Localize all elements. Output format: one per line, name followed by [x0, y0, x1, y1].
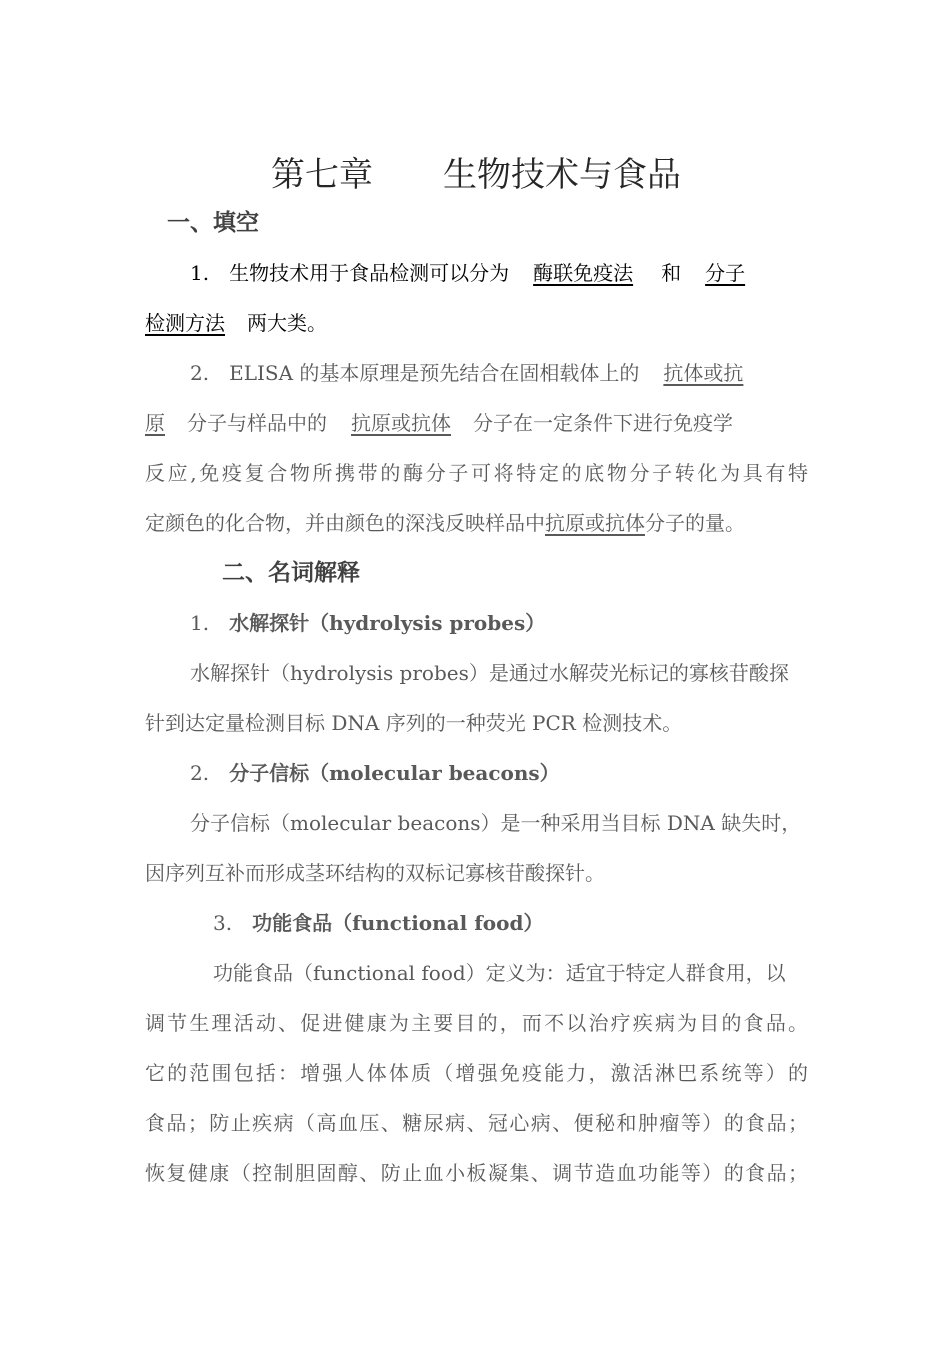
term2-label: 分子信标（molecular beacons） — [229, 761, 560, 785]
item2-number: 2. — [190, 361, 210, 385]
term1-number: 1. — [190, 611, 210, 635]
term3-line2: 调节生理活动、促进健康为主要目的，而不以治疗疾病为目的食品。 — [145, 1011, 808, 1035]
chapter-name: 生物技术与食品 — [443, 155, 681, 195]
item2-line4 — [145, 510, 808, 536]
term3-number: 3. — [213, 911, 233, 935]
item2-line4-b: 分子的量。 — [645, 511, 745, 535]
item2-text-b: 分子与样品中的 — [187, 411, 327, 435]
item1-and: 和 — [661, 261, 682, 285]
section-heading-fill-blank: 一、填空 — [167, 209, 259, 236]
item2-blank1-b: 原 — [145, 411, 165, 435]
item2-line3: 反应,免疫复合物所携带的酶分子可将特定的底物分子转化为具有特 — [145, 461, 808, 485]
chapter-title — [0, 150, 952, 200]
term2-line1: 分子信标（molecular beacons）是一种采用当目标 DNA 缺失时， — [190, 811, 802, 835]
item2-text-c: 分子在一定条件下进行免疫学 — [473, 411, 733, 435]
item1-line1 — [145, 260, 808, 286]
term3-line5: 恢复健康（控制胆固醇、防止血小板凝集、调节造血功能等）的食品； — [145, 1161, 808, 1185]
item1-blank2-a: 分子 — [705, 261, 746, 285]
term2-heading — [145, 760, 808, 786]
chapter-number: 第七章 — [271, 155, 373, 195]
term1-line2: 针到达定量检测目标 DNA 序列的一种荧光 PCR 检测技术。 — [145, 711, 683, 735]
item1-line2 — [145, 310, 808, 336]
term3-line3: 它的范围包括：增强人体体质（增强免疫能力，激活淋巴系统等）的 — [145, 1061, 808, 1085]
item2-blank1-a: 抗体或抗 — [663, 361, 744, 385]
item2-line4-a: 定颜色的化合物，并由颜色的深浅反映样品中 — [145, 511, 545, 535]
item2-line1 — [145, 360, 808, 386]
term1-line1: 水解探针（hydrolysis probes）是通过水解荧光标记的寡核苷酸探 — [190, 661, 789, 685]
item1-blank1: 酶联免疫法 — [533, 261, 634, 285]
term3-label: 功能食品（functional food） — [252, 911, 544, 935]
section-heading-terms: 二、名词解释 — [222, 559, 360, 586]
item2-blank3: 抗原或抗体 — [545, 511, 645, 535]
term3-heading — [145, 910, 808, 936]
item1-number: 1. — [190, 261, 210, 285]
item1-text-b: 两大类。 — [247, 311, 327, 335]
term2-line2: 因序列互补而形成茎环结构的双标记寡核苷酸探针。 — [145, 861, 605, 885]
term3-line1: 功能食品（functional food）定义为：适宜于特定人群食用，以 — [213, 961, 786, 985]
term3-line4: 食品；防止疾病（高血压、糖尿病、冠心病、便秘和肿瘤等）的食品； — [145, 1111, 808, 1135]
item2-line2 — [145, 410, 808, 436]
item1-blank2-b: 检测方法 — [145, 311, 225, 335]
term1-heading — [145, 610, 808, 636]
term2-number: 2. — [190, 761, 210, 785]
item2-blank2: 抗原或抗体 — [351, 411, 451, 435]
item2-text-a: ELISA 的基本原理是预先结合在固相载体上的 — [229, 361, 640, 385]
term1-label: 水解探针（hydrolysis probes） — [229, 611, 546, 635]
item1-text-a: 生物技术用于食品检测可以分为 — [229, 261, 510, 285]
